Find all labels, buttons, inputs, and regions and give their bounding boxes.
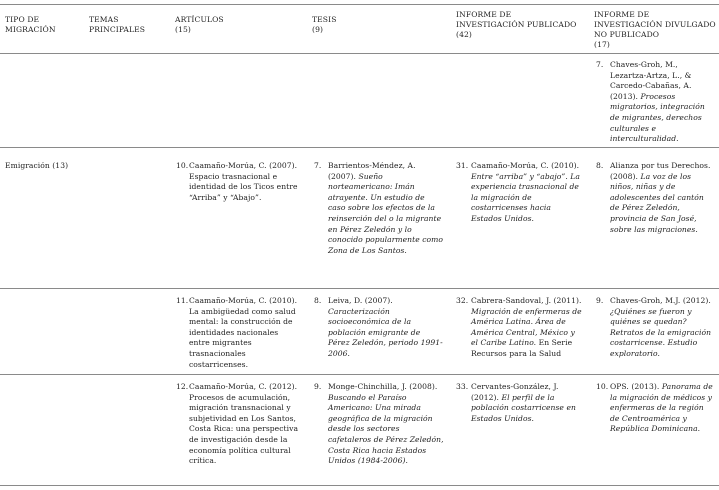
entry-author: Barrientos-Méndez, A. (2007). bbox=[328, 161, 416, 181]
entry-number: 10. bbox=[596, 382, 609, 391]
entry-title: Procesos migratorios, integración de migrantes, derechos culturales e interculturalidad. bbox=[610, 91, 705, 144]
entry-number: 8. bbox=[314, 296, 322, 305]
entry-author: Caamaño-Morúa, C. (2010). bbox=[471, 161, 580, 170]
entry-author: Monge-Chinchilla, J. (2008). bbox=[328, 382, 438, 391]
entry-number: 12. bbox=[176, 382, 189, 391]
entry-author: Cervantes-González, J. (2012). bbox=[471, 382, 559, 402]
entry-author: Leiva, D. (2007). bbox=[328, 296, 393, 305]
header-informe-no-publicado: INFORME DE INVESTIGACIÓN DIVULGADO NO PUBLICADO (17) bbox=[594, 10, 716, 49]
entry-series: En Serie Recursos para la Salud bbox=[471, 338, 573, 358]
entry-title: Procesos de acumulación, migración transnacional y subjetividad en Los Santos, Costa Rica: una perspectiva de investigación desde la economía política cultural crítica. bbox=[189, 392, 299, 466]
entry-author: Caamaño-Morúa, C. (2012). bbox=[189, 382, 298, 391]
row-divider bbox=[0, 147, 719, 148]
migration-type-label: Emigración (13) bbox=[5, 161, 69, 170]
entry-number: 31. bbox=[456, 161, 469, 170]
entry-author: Chaves-Groh, M., Lezartza-Artza, L., & Carcedo-Cabañas, A. (2013). bbox=[610, 60, 692, 101]
entry-pub-31 bbox=[456, 161, 584, 225]
row-divider bbox=[0, 288, 719, 289]
entry-pub-33 bbox=[456, 382, 584, 424]
header-temas: TEMAS PRINCIPALES bbox=[89, 15, 146, 34]
entry-title: Sueño norteamericano: Imán atrayente. Un estudio de caso sobre los efectos de la reinserción del o la migrante en Pérez Zeledón y lo conocido popularmente como Zona de Los Santos. bbox=[328, 171, 444, 255]
entry-number: 33. bbox=[456, 382, 469, 391]
header-tipo: TIPO DE MIGRACIÓN bbox=[5, 15, 56, 34]
entry-author: Caamaño-Morúa, C. (2007). bbox=[189, 161, 298, 170]
entry-tesis-7 bbox=[314, 161, 444, 256]
entry-pub-32 bbox=[456, 296, 584, 360]
header-articulos: ARTÍCULOS (15) bbox=[175, 15, 224, 34]
entry-tesis-9 bbox=[314, 382, 444, 467]
entry-title: La ambigüedad como salud mental: la construcción de identidades nacionales entre migrantes trasnacionales costarricenses. bbox=[189, 306, 296, 369]
table-bottom-rule bbox=[0, 485, 719, 486]
entry-number: 8. bbox=[596, 161, 604, 170]
row-divider bbox=[0, 374, 719, 375]
entry-author: Alianza por tus Derechos. (2008). bbox=[610, 161, 711, 181]
entry-author: OPS. (2013). bbox=[610, 382, 660, 391]
entry-title: Espacio trasnacional e identidad de los Ticos entre “Arriba” y “Abajo”. bbox=[189, 171, 298, 202]
entry-tesis-8 bbox=[314, 296, 444, 360]
entry-number: 9. bbox=[596, 296, 604, 305]
entry-number: 7. bbox=[596, 60, 604, 69]
entry-number: 11. bbox=[176, 296, 189, 305]
entry-number: 10. bbox=[176, 161, 189, 170]
entry-title: Entre “arriba” y “abajo”. La experiencia trasnacional de la migración de costarricenses hacia Estados Unidos. bbox=[471, 171, 580, 223]
entry-title: Caracterización socioeconómica de la población emigrante de Pérez Zeledón, periodo 1991-2006. bbox=[328, 306, 443, 358]
table-top-rule bbox=[0, 4, 719, 5]
entry-articulo-10 bbox=[176, 161, 300, 203]
entry-nopub-9 bbox=[596, 296, 714, 360]
entry-articulo-11 bbox=[176, 296, 300, 370]
entry-nopub-8 bbox=[596, 161, 714, 235]
header-informe-publicado: INFORME DE INVESTIGACIÓN PUBLICADO (42) bbox=[456, 10, 577, 39]
entry-author: Chaves-Groh, M.J. (2012). bbox=[610, 296, 711, 305]
entry-articulo-12 bbox=[176, 382, 300, 467]
entry-number: 9. bbox=[314, 382, 322, 391]
entry-author: Caamaño-Morúa, C. (2010). bbox=[189, 296, 298, 305]
header-tesis: TESIS (9) bbox=[312, 15, 337, 34]
entry-nopub-7 bbox=[596, 60, 714, 145]
entry-author: Cabrera-Sandoval, J. (2011). bbox=[471, 296, 582, 305]
entry-title: Panorama de la migración de médicos y enfermeras de la región de Centroamérica y República Dominicana. bbox=[610, 382, 713, 434]
entry-title: Buscando el Paraíso Americano: Una mirada geográfica de la migración desde los sectores cafetaleros de Pérez Zeledón, Costa Rica hacia Estados Unidos (1984-2006). bbox=[328, 392, 444, 466]
entry-title: ¿Quiénes se fueron y quiénes se quedan? Retratos de la emigración costarricense. Estudio exploratorio. bbox=[610, 306, 712, 358]
entry-number: 7. bbox=[314, 161, 322, 170]
header-bottom-rule bbox=[0, 53, 719, 54]
entry-nopub-10 bbox=[596, 382, 714, 435]
entry-title: Migración de enfermeras de América Latina. Área de América Central, México y el Caribe Latino. bbox=[471, 306, 582, 348]
entry-title: El perfil de la población costarricense en Estados Unidos. bbox=[471, 392, 576, 423]
entry-title: La voz de los niños, niñas y de adolescentes del cantón de Pérez Zeledón, provincia de San José, sobre las migraciones. bbox=[610, 171, 704, 234]
entry-number: 32. bbox=[456, 296, 469, 305]
